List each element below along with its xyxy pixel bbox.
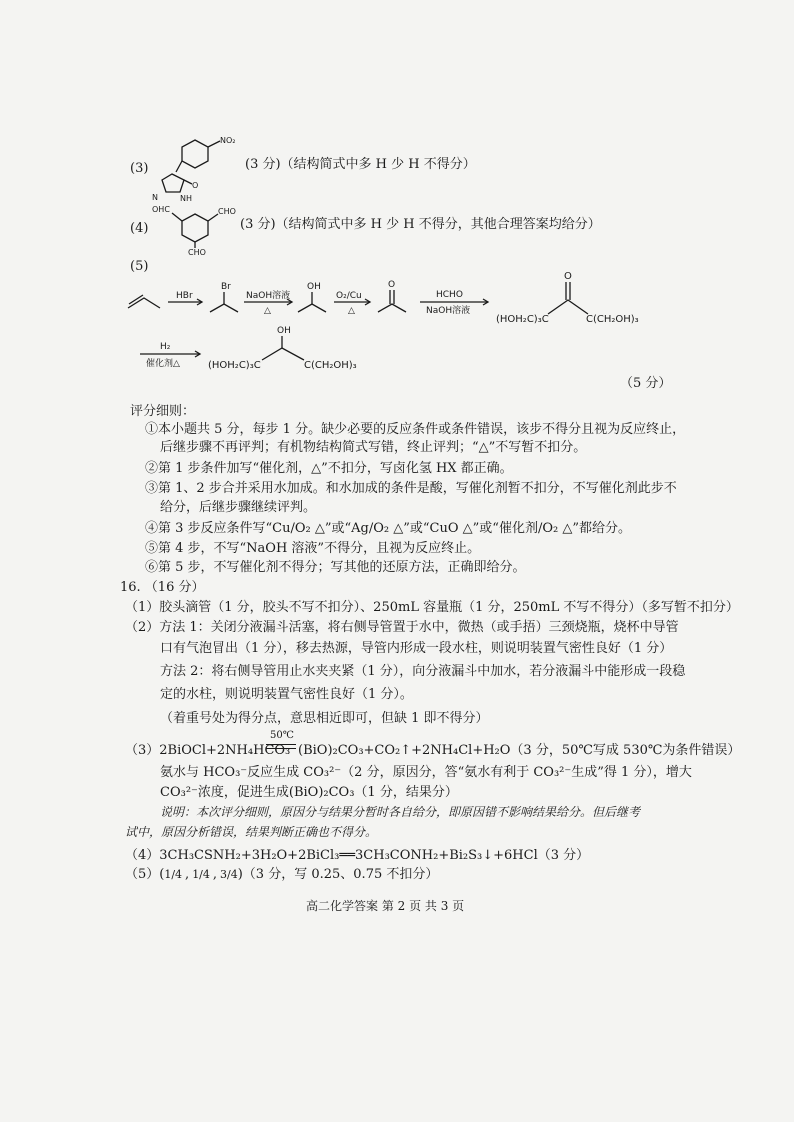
step5-reagent: H₂ bbox=[160, 342, 171, 352]
ans5-suffix: )（3 分，写 0.25、0.75 不扣分） bbox=[237, 867, 439, 882]
no2-label: NO₂ bbox=[220, 136, 236, 145]
step2-cond: △ bbox=[264, 306, 271, 316]
q16-note2: 试中，原因分析错误，结果判断正确也不得分。 bbox=[125, 825, 378, 839]
rubric-item: ②第 1 步条件加写“催化剂，△”不扣分，写卤化氢 HX 都正确。 bbox=[145, 461, 513, 476]
q16-line: （2）方法 1：关闭分液漏斗活塞，将右侧导管置于水中，微热（或手捂）三颈烧瓶，烧杯中导管 bbox=[125, 620, 679, 635]
q16-line: （1）胶头滴管（1 分，胶头不写不扣分）、250mL 容量瓶（1 分，250mL 不写不得分）（多写暂不扣分） bbox=[125, 600, 739, 615]
q16-eq3-right: (BiO)₂CO₃+CO₂↑+2NH₄Cl+H₂O（3 分，50℃写成 530℃为条件错误） bbox=[298, 743, 741, 758]
eq3-arrow-2 bbox=[266, 748, 296, 749]
step4-reagent: HCHO bbox=[436, 290, 463, 300]
q15-4-structure bbox=[150, 200, 240, 255]
q16-line: （着重号处为得分点，意思相近即可，但缺 1 即不得分） bbox=[160, 711, 489, 726]
q16-eq3-cond: 50℃ bbox=[270, 730, 294, 741]
page-footer: 高二化学答案 第 2 页 共 3 页 bbox=[306, 899, 465, 913]
q16-ans5: （5）( 1/4 , 1/4 , 3/4 )（3 分，写 0.25、0.75 不扣分） bbox=[125, 867, 439, 882]
q16-line: 口有气泡冒出（1 分），移去热源，导管内形成一段水柱，则说明装置气密性良好（1 分） bbox=[160, 641, 673, 656]
step4-cond: NaOH溶液 bbox=[426, 306, 471, 316]
rubric-item: ④第 3 步反应条件写“Cu/O₂ △”或“Ag/O₂ △”或“CuO △”或“催化剂/O₂ △”都给分。 bbox=[145, 521, 631, 536]
cho-right: CHO bbox=[218, 207, 236, 216]
q16-line: 定的水柱，则说明装置气密性良好（1 分）。 bbox=[160, 687, 413, 702]
rubric-item: ③第 1、2 步合并采用水加成。和水加成的条件是酸，写催化剂暂不扣分，不写催化剂此步不 bbox=[145, 481, 677, 496]
cho-bottom: CHO bbox=[188, 248, 206, 257]
ans5-frac3: 3/4 bbox=[220, 868, 238, 881]
oh-label-2: OH bbox=[277, 326, 291, 336]
eq3-arrow bbox=[266, 744, 296, 745]
q15-3-label: (3) bbox=[130, 161, 149, 176]
q16-eq4: （4）3CH₃CSNH₂+3H₂O+2BiCl₃══3CH₃CONH₂+Bi₂S₃↓+6HCl（3 分） bbox=[125, 848, 590, 863]
q15-5-scheme bbox=[120, 270, 680, 385]
step2-reagent: NaOH溶液 bbox=[246, 291, 291, 301]
q16-eq3-line3: CO₃²⁻浓度，促进生成(BiO)₂CO₃（1 分，结果分） bbox=[160, 785, 458, 800]
ans5-prefix: （5）( bbox=[125, 867, 165, 882]
q16-line: 方法 2：将右侧导管用止水夹夹紧（1 分），向分液漏斗中加水，若分液漏斗中能形成一段稳 bbox=[160, 664, 686, 679]
n-label: N bbox=[152, 193, 158, 202]
q15-3-note: (3 分)（结构简式中多 H 少 H 不得分） bbox=[245, 157, 476, 172]
step3-reagent: O₂/Cu bbox=[336, 291, 362, 301]
oh-label-1: OH bbox=[307, 282, 321, 292]
o-label-1: O bbox=[388, 280, 396, 290]
ans5-frac2: 1/4 bbox=[192, 868, 210, 881]
rubric-item: 给分，后继步骤继续评判。 bbox=[160, 500, 317, 515]
step1-reagent: HBr bbox=[176, 291, 193, 301]
rubric-item: ①本小题共 5 分，每步 1 分。缺少必要的反应条件或条件错误，该步不得分且视为反应终止， bbox=[145, 422, 686, 437]
q16-eq3-line2: 氨水与 HCO₃⁻反应生成 CO₃²⁻（2 分，原因分，答“氨水有利于 CO₃²⁻生成”得 1 分），增大 bbox=[160, 765, 692, 780]
p5-right: C(CH₂OH)₃ bbox=[304, 360, 357, 371]
step5-cond: 催化剂△ bbox=[146, 359, 180, 369]
br-label: Br bbox=[221, 282, 231, 292]
q15-5-label: (5) bbox=[130, 259, 149, 274]
q16-note1: 说明：本次评分细则，原因分与结果分暂时各自给分，即原因错不影响结果给分。但后继考 bbox=[160, 805, 641, 819]
q15-3-structure bbox=[150, 128, 240, 203]
cho-left: OHC bbox=[152, 205, 170, 214]
q15-4-note: (3 分)（结构简式中多 H 少 H 不得分，其他合理答案均给分） bbox=[240, 217, 601, 232]
p5-left: (HOH₂C)₃C bbox=[208, 360, 261, 371]
p4-right: C(CH₂OH)₃ bbox=[586, 314, 639, 325]
rubric-item: ⑥第 5 步，不写催化剂不得分；写其他的还原方法，正确即给分。 bbox=[145, 560, 526, 575]
q16-eq3-left: （3）2BiOCl+2NH₄HCO₃ bbox=[125, 743, 291, 758]
q15-5-score: （5 分） bbox=[620, 376, 672, 391]
q15-4-label: (4) bbox=[130, 221, 149, 236]
q16-header: 16. （16 分） bbox=[120, 580, 205, 595]
rubric-item: ⑤第 4 步，不写“NaOH 溶液”不得分，且视为反应终止。 bbox=[145, 541, 481, 556]
rubric-item: 后继步骤不再评判；有机物结构简式写错，终止评判；“△”不写暂不扣分。 bbox=[160, 440, 587, 455]
p4-left: (HOH₂C)₃C bbox=[496, 314, 549, 325]
o-label: O bbox=[192, 181, 199, 190]
step3-cond: △ bbox=[348, 306, 355, 316]
nh-label: NH bbox=[180, 194, 192, 203]
o-label-2: O bbox=[564, 271, 572, 282]
ans5-frac1: 1/4 bbox=[164, 868, 183, 881]
rubric-title: 评分细则： bbox=[130, 404, 196, 419]
